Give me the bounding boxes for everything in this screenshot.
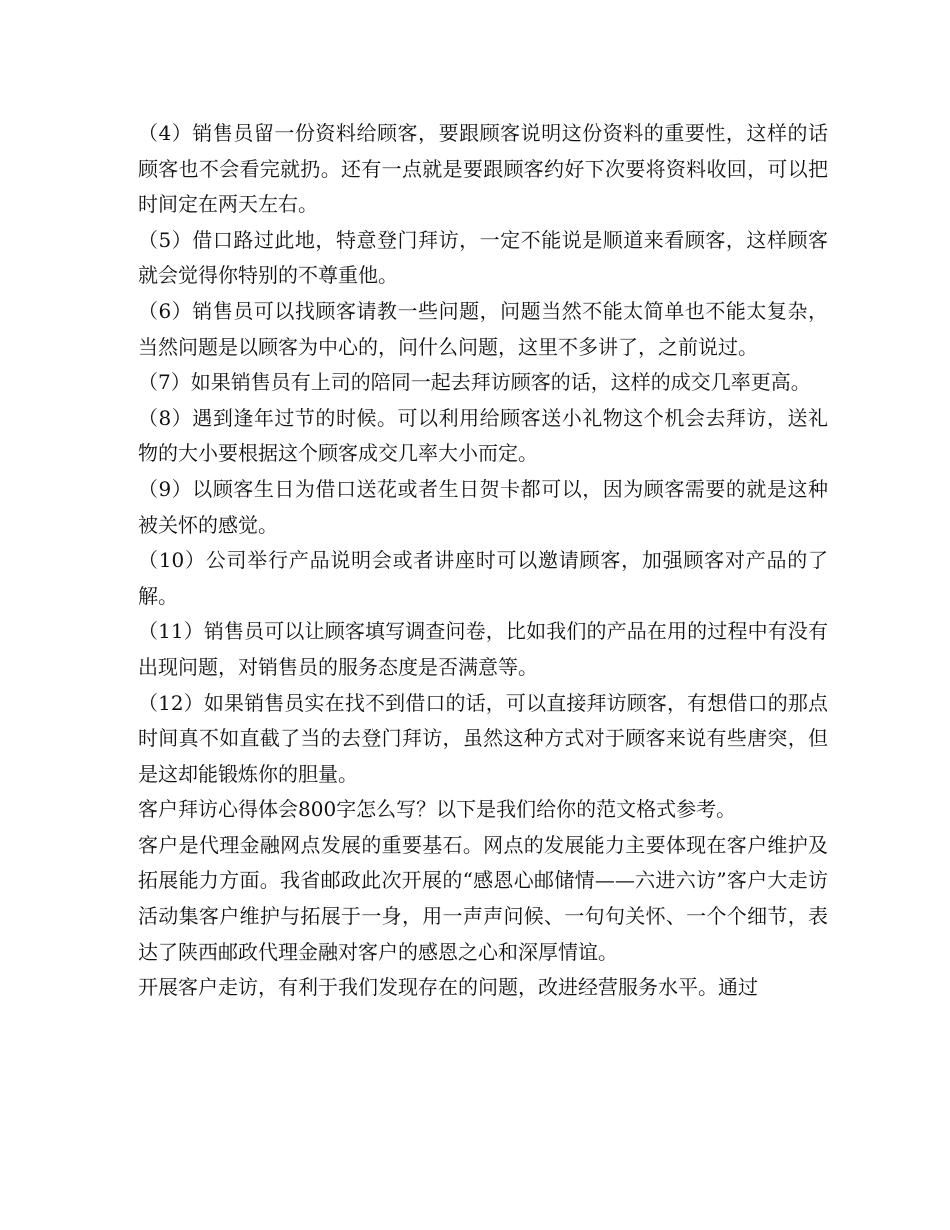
paragraph-item-7: （7）如果销售员有上司的陪同一起去拜访顾客的话，这样的成交几率更高。 — [138, 370, 811, 395]
paragraph-item-5: （5）借口路过此地，特意登门拜访，一定不能说是顺道来看顾客，这样顾客就会觉得你特别的不尊重他。 — [138, 227, 828, 288]
paragraph-visits: 开展客户走访，有利于我们发现存在的问题，改进经营服务水平。通过 — [138, 975, 758, 1000]
paragraph-intro: 客户拜访心得体会800字怎么写？以下是我们给你的范文格式参考。 — [138, 797, 737, 822]
paragraph-item-6: （6）销售员可以找顾客请教一些问题，问题当然不能太简单也不能太复杂，当然问题是以顾客为中心的，问什么问题，这里不多讲了，之前说过。 — [138, 298, 828, 359]
paragraph-clients: 客户是代理金融网点发展的重要基石。网点的发展能力主要体现在客户维护及拓展能力方面。我省邮政此次开展的“感恩心邮储情——六进六访”客户大走访活动集客户维护与拓展于一身，用一声声问候、一句句关怀、一个个细节，表达了陕西邮政代理金融对客户的感恩之心和深厚情谊。 — [138, 832, 828, 964]
document-body — [138, 116, 828, 1006]
paragraph-item-12: （12）如果销售员实在找不到借口的话，可以直接拜访顾客，有想借口的那点时间真不如直截了当的去登门拜访，虽然这种方式对于顾客来说有些唐突，但是这却能锻炼你的胆量。 — [138, 690, 828, 786]
paragraph-item-8: （8）遇到逢年过节的时候。可以利用给顾客送小礼物这个机会去拜访，送礼物的大小要根据这个顾客成交几率大小而定。 — [138, 405, 828, 466]
paragraph-item-9: （9）以顾客生日为借口送花或者生日贺卡都可以，因为顾客需要的就是这种被关怀的感觉。 — [138, 476, 828, 537]
paragraph-item-4: （4）销售员留一份资料给顾客，要跟顾客说明这份资料的重要性，这样的话顾客也不会看完就扔。还有一点就是要跟顾客约好下次要将资料收回，可以把时间定在两天左右。 — [138, 121, 828, 217]
paragraph-item-10: （10）公司举行产品说明会或者讲座时可以邀请顾客，加强顾客对产品的了解。 — [138, 548, 828, 608]
paragraph-item-11: （11）销售员可以让顾客填写调查问卷，比如我们的产品在用的过程中有没有出现问题，对销售员的服务态度是否满意等。 — [138, 619, 828, 679]
